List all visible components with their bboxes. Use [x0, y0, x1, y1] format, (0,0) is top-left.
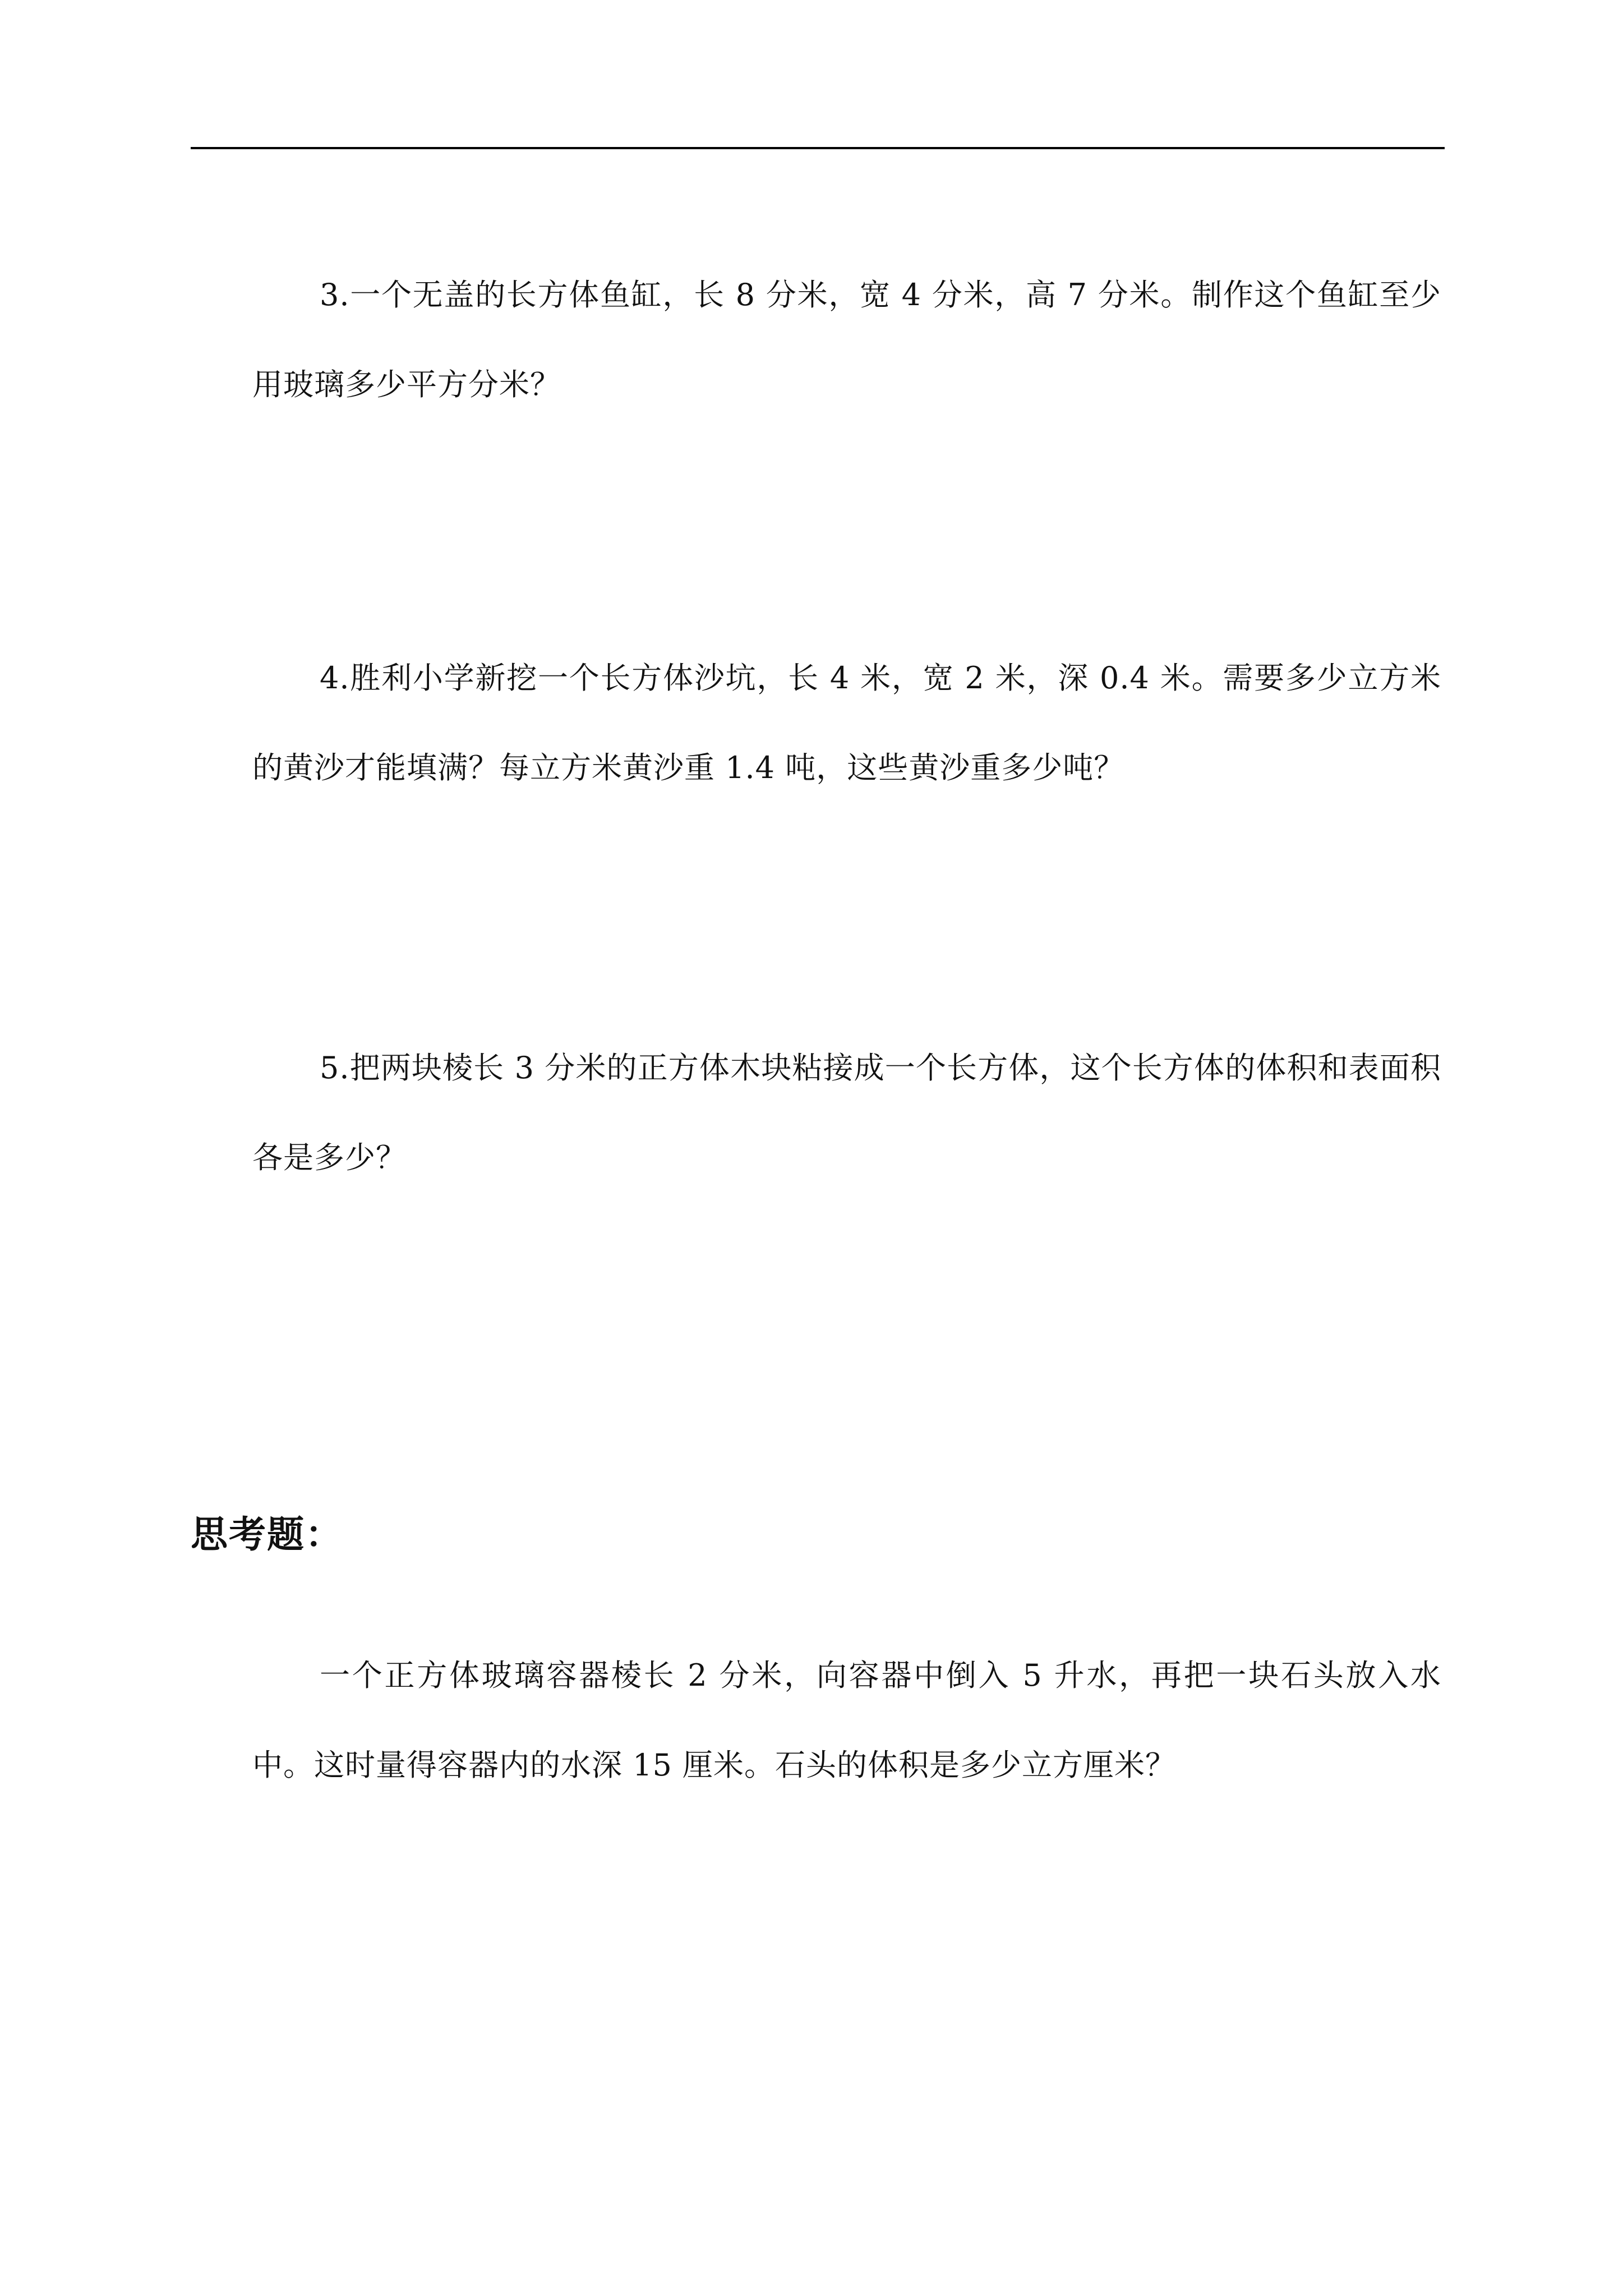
thinking-question: 一个正方体玻璃容器棱长 2 分米，向容器中倒入 5 升水，再把一块石头放入水中。这时量得容器内的水深 15 厘米。石头的体积是多少立方厘米？ [252, 1658, 1441, 1783]
question-3: 3.一个无盖的长方体鱼缸，长 8 分米，宽 4 分米，高 7 分米。制作这个鱼缸至少用玻璃多少平方分米？ [252, 277, 1441, 402]
section-heading-thinking: 思考题： [191, 1512, 343, 1556]
question-4: 4.胜利小学新挖一个长方体沙坑，长 4 米，宽 2 米，深 0.4 米。需要多少立方米的黄沙才能填满？每立方米黄沙重 1.4 吨，这些黄沙重多少吨？ [252, 660, 1441, 785]
question-5: 5.把两块棱长 3 分米的正方体木块粘接成一个长方体，这个长方体的体积和表面积各是多少？ [252, 1050, 1441, 1175]
header-rule [191, 147, 1445, 149]
